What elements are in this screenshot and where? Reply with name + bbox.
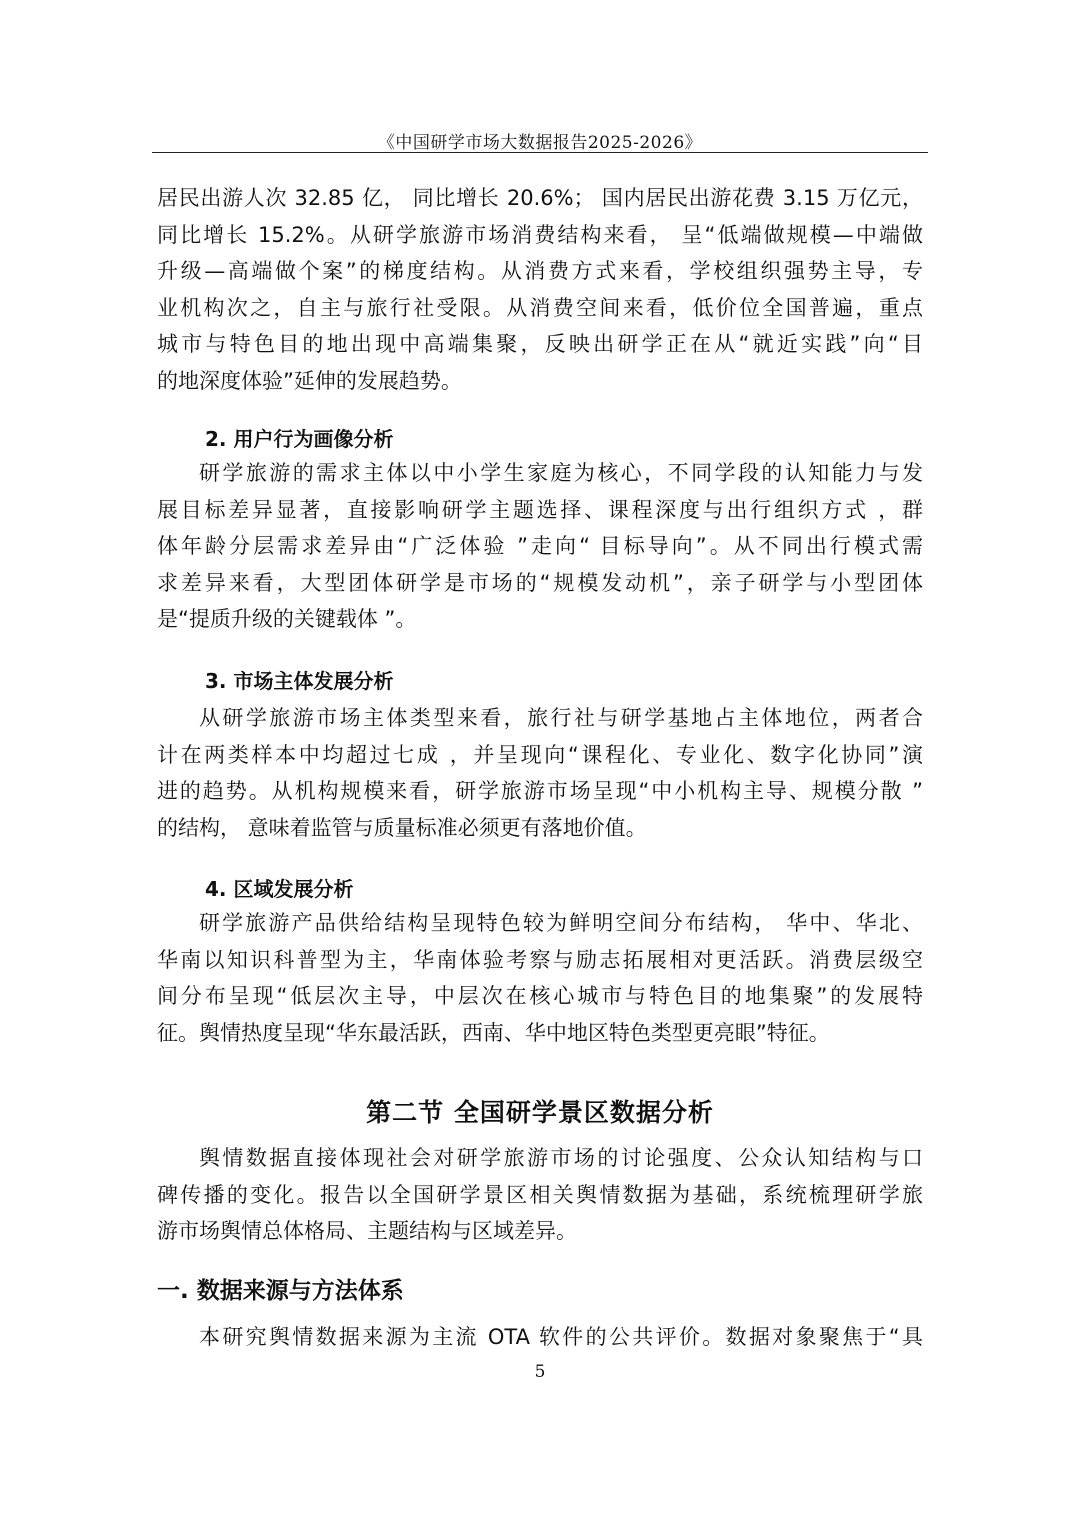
paragraph-line: 游市场舆情总体格局、主题结构与区域差异。 [157, 1219, 577, 1243]
chapter-paragraph [157, 1140, 923, 1250]
paragraph-line: 是“提质升级的关键载体 ”。 [157, 607, 417, 631]
section-paragraph-regional [157, 905, 923, 1051]
section-heading-market-entities: 3. 市场主体发展分析 [205, 669, 394, 693]
paragraph-line: 间分布呈现“低层次主导，中层次在核心城市与特色目的地集聚”的发展特 [157, 984, 923, 1008]
running-header: 《中国研学市场大数据报告2025-2026》 [377, 133, 703, 153]
subsection-paragraph [157, 1319, 923, 1356]
intro-paragraph [157, 180, 923, 399]
paragraph-line: 的结构， 意味着监管与质量标准必须更有落地价值。 [157, 815, 647, 840]
paragraph-line: 升级—高端做个案”的梯度结构。从消费方式来看，学校组织强势主导，专 [157, 259, 923, 283]
paragraph-line: 舆情数据直接体现社会对研学旅游市场的讨论强度、公众认知结构与口 [199, 1146, 923, 1170]
paragraph-line: 的地深度体验”延伸的发展趋势。 [157, 368, 462, 393]
subsection-heading: 一. 数据来源与方法体系 [157, 1278, 404, 1304]
chapter-title: 第二节 全国研学景区数据分析 [366, 1098, 714, 1127]
paragraph-line: 计在两类样本中均超过七成 ，并呈现向“课程化、专业化、数字化协同”演 [157, 742, 923, 767]
paragraph-line: 城市与特色目的地出现中高端集聚，反映出研学正在从“就近实践”向“目 [157, 332, 923, 356]
paragraph-line: 展目标差异显著，直接影响研学主题选择、课程深度与出行组织方式 ，群 [157, 497, 923, 522]
paragraph-line: 从研学旅游市场主体类型来看，旅行社与研学基地占主体地位，两者合 [199, 706, 923, 730]
section-paragraph-market-entities [157, 700, 923, 846]
paragraph-line: 进的趋势。从机构规模来看，研学旅游市场呈现“中小机构主导、规模分散 ” [157, 779, 923, 803]
paragraph-line: 碑传播的变化。报告以全国研学景区相关舆情数据为基础，系统梳理研学旅 [157, 1182, 923, 1207]
section-paragraph-user-behavior [157, 455, 923, 638]
header-rule [152, 152, 928, 153]
paragraph-line: 同比增长 15.2%。从研学旅游市场消费结构来看， 呈“低端做规模—中端做 [157, 222, 923, 247]
paragraph-line: 研学旅游产品供给结构呈现特色较为鲜明空间分布结构， 华中、华北、 [199, 911, 923, 935]
paragraph-line: 研学旅游的需求主体以中小学生家庭为核心，不同学段的认知能力与发 [199, 461, 923, 485]
paragraph-line: 业机构次之，自主与旅行社受限。从消费空间来看，低价位全国普遍，重点 [157, 295, 923, 320]
paragraph-line: 体年龄分层需求差异由“广泛体验 ”走向“ 目标导向”。从不同出行模式需 [157, 534, 923, 558]
paragraph-line: 征。舆情热度呈现“华东最活跃，西南、华中地区特色类型更亮眼”特征。 [157, 1020, 830, 1045]
section-heading-user-behavior: 2. 用户行为画像分析 [205, 427, 394, 451]
page-number: 5 [534, 1362, 546, 1382]
paragraph-line: 居民出游人次 32.85 亿， 同比增长 20.6%； 国内居民出游花费 3.15 万亿元， [157, 186, 923, 210]
paragraph-line: 华南以知识科普型为主，华南体验考察与励志拓展相对更活跃。消费层级空 [157, 947, 923, 972]
section-heading-regional: 4. 区域发展分析 [205, 877, 354, 901]
paragraph-line: 求差异来看，大型团体研学是市场的“规模发动机”，亲子研学与小型团体 [157, 570, 923, 595]
paragraph-line: 本研究舆情数据来源为主流 OTA 软件的公共评价。数据对象聚焦于“具 [199, 1325, 923, 1349]
